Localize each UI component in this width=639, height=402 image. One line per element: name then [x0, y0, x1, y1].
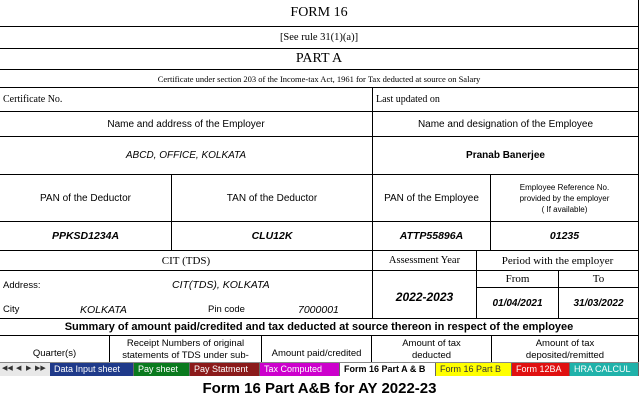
- emp-ref-label-line2: provided by the employer: [519, 193, 610, 203]
- city-value[interactable]: KOLKATA: [80, 304, 127, 316]
- cit-address-block: [0, 271, 373, 319]
- caption: Form 16 Part A&B for AY 2022-23: [202, 380, 437, 397]
- col-receipt-line2: statements of TDS under sub-: [122, 350, 249, 361]
- pan-employee-value[interactable]: ATTP55896A: [373, 222, 491, 251]
- assessment-year-value[interactable]: 2022-2023: [373, 271, 477, 319]
- last-updated-label: Last updated on: [373, 88, 639, 112]
- tab-form16-part-ab[interactable]: Form 16 Part A & B: [340, 363, 436, 376]
- form-title: FORM 16: [0, 0, 639, 27]
- from-value[interactable]: 01/04/2021: [477, 288, 559, 319]
- tab-hra-calcul[interactable]: HRA CALCUL: [570, 363, 639, 376]
- col-tax-deducted-line1: Amount of tax: [402, 338, 461, 349]
- tab-form16-part-b[interactable]: Form 16 Part B: [436, 363, 512, 376]
- emp-ref-label: [491, 175, 639, 222]
- emp-ref-label-line3: ( If available): [541, 204, 588, 214]
- col-receipt: [110, 336, 262, 362]
- to-value[interactable]: 31/03/2022: [559, 288, 639, 319]
- first-sheet-icon[interactable]: ◀◀: [2, 365, 13, 372]
- col-tax-deposited-line1: Amount of tax: [535, 338, 595, 349]
- employer-value[interactable]: ABCD, OFFICE, KOLKATA: [0, 137, 373, 175]
- city-label: City: [3, 304, 20, 315]
- next-sheet-icon[interactable]: ▶: [26, 365, 32, 372]
- period-label: Period with the employer: [477, 251, 639, 271]
- pan-employee-label: PAN of the Employee: [373, 175, 491, 222]
- assessment-year-label: Assessment Year: [373, 251, 477, 271]
- address-value[interactable]: CIT(TDS), KOLKATA: [172, 279, 270, 291]
- emp-ref-value[interactable]: 01235: [491, 222, 639, 251]
- prev-sheet-icon[interactable]: ◀: [16, 365, 22, 372]
- pan-deductor-label: PAN of the Deductor: [0, 175, 172, 222]
- sheet-tabs-bar: [0, 362, 639, 376]
- employee-value[interactable]: Pranab Banerjee: [373, 137, 639, 175]
- tab-data-input-sheet[interactable]: Data Input sheet: [50, 363, 134, 376]
- address-label: Address:: [3, 280, 41, 291]
- employer-header: Name and address of the Employer: [0, 112, 373, 137]
- pincode-label: Pin code: [208, 304, 245, 315]
- tan-deductor-label: TAN of the Deductor: [172, 175, 373, 222]
- cit-label: CIT (TDS): [0, 251, 373, 271]
- pan-deductor-value[interactable]: PPKSD1234A: [0, 222, 172, 251]
- form-rule: [See rule 31(1)(a)]: [0, 27, 639, 49]
- from-label: From: [477, 271, 559, 288]
- certificate-no-label: Certificate No.: [0, 88, 373, 112]
- part-title: PART A: [0, 49, 639, 70]
- employee-header: Name and designation of the Employee: [373, 112, 639, 137]
- col-tax-deposited-line2: deposited/remitted: [525, 350, 605, 361]
- col-tax-deducted: [372, 336, 492, 362]
- emp-ref-label-line1: Employee Reference No.: [519, 182, 610, 192]
- tab-pay-statment[interactable]: Pay Statment: [190, 363, 260, 376]
- col-receipt-line1: Receipt Numbers of original: [126, 338, 245, 349]
- tab-tax-computed[interactable]: Tax Computed: [260, 363, 340, 376]
- certificate-heading: Certificate under section 203 of the Income-tax Act, 1961 for Tax deducted at source on Salary: [0, 70, 639, 88]
- col-quarters: Quarter(s): [0, 336, 110, 362]
- col-tax-deposited: [492, 336, 639, 362]
- tab-form-12ba[interactable]: Form 12BA: [512, 363, 570, 376]
- pincode-value[interactable]: 7000001: [298, 304, 339, 316]
- last-sheet-icon[interactable]: ▶▶: [35, 365, 46, 372]
- col-tax-deducted-line2: deducted: [411, 350, 452, 361]
- tan-deductor-value[interactable]: CLU12K: [172, 222, 373, 251]
- col-amount-paid: Amount paid/credited: [262, 336, 372, 362]
- summary-heading: Summary of amount paid/credited and tax deducted at source thereon in respect of the employee: [0, 319, 639, 336]
- tab-pay-sheet[interactable]: Pay sheet: [134, 363, 190, 376]
- to-label: To: [559, 271, 639, 288]
